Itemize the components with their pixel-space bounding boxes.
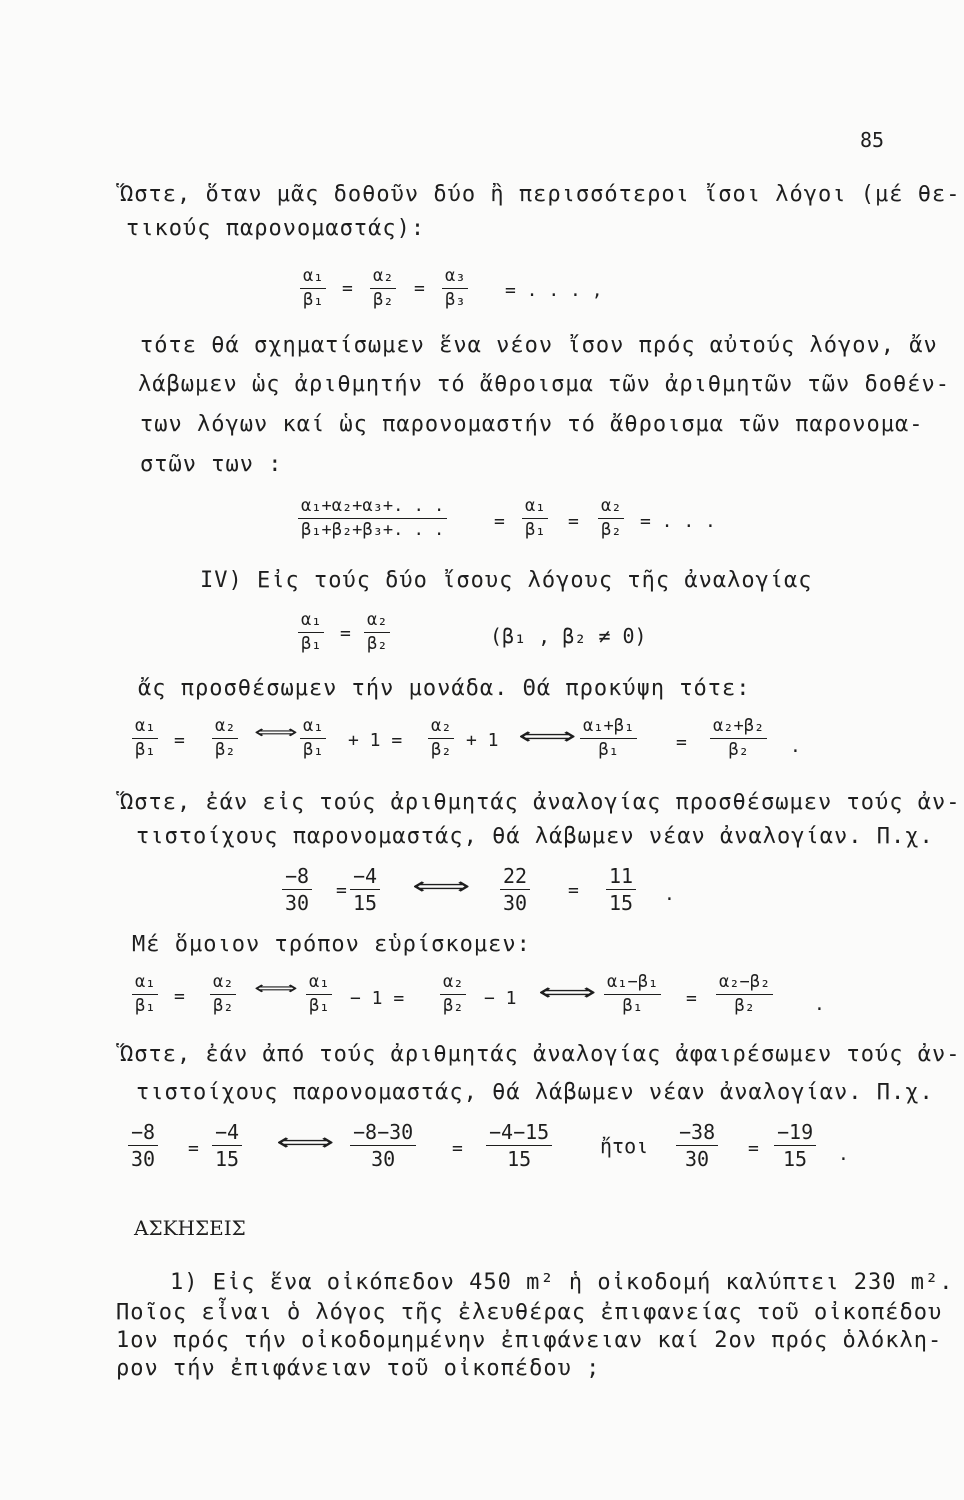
fraction: $\frac{\text{α₁}}{\text{β₁}}$ — [298, 612, 324, 653]
nonzero-condition: (β₁ , β₂ ≠ 0) — [490, 624, 647, 648]
fraction: $\frac{-4}{15}$ — [350, 866, 380, 913]
fraction: $\frac{\text{α₁}}{\text{β₁}}$ — [132, 718, 158, 759]
text-line: Ὥστε, ὅταν μᾶς δοθοῦν δύο ἢ περισσότεροι ἴσοι λόγοι (μέ θε- — [120, 182, 961, 207]
iff-arrow: ⟺ — [538, 978, 597, 1006]
plus-one: + 1 = — [348, 730, 403, 751]
fraction: $\frac{\text{α₂}}{\text{β₂}}$ — [370, 268, 396, 309]
fraction: $\frac{\text{α₁}}{\text{β₁}}$ — [300, 718, 326, 759]
iff-arrow: ⟺ — [254, 978, 298, 999]
fraction: $\frac{\text{α₂+β₂}}{\text{β₂}}$ — [710, 718, 767, 759]
fraction: $\frac{-38}{30}$ — [676, 1122, 718, 1169]
period: . — [814, 994, 825, 1015]
equals-sign: = — [336, 880, 347, 901]
fraction: $\frac{\text{α₁}}{\text{β₁}}$ — [300, 268, 326, 309]
iff-arrow: ⟺ — [412, 872, 471, 900]
fraction: $\frac{11}{15}$ — [606, 866, 636, 913]
equals-sign: = — [494, 511, 505, 532]
text-line: τότε θά σχηματίσωμεν ἕνα νέον ἴσον πρός αὐτούς λόγον, ἄν — [140, 333, 938, 358]
text-line: Μέ ὅμοιον τρόπον εὑρίσκομεν: — [132, 932, 531, 957]
word-etoi: ἤτοι — [600, 1134, 649, 1158]
fraction: $\frac{-19}{15}$ — [774, 1122, 816, 1169]
fraction: $\frac{-8}{30}$ — [282, 866, 312, 913]
exercises-heading: ΑΣΚΗΣΕΙΣ — [134, 1216, 246, 1240]
equals-sign: = — [452, 1138, 463, 1159]
text-line: τιστοίχους παρονομαστάς, θά λάβωμεν νέαν ἀναλογίαν. Π.χ. — [136, 824, 934, 849]
equals-sign: = — [686, 988, 697, 1009]
text-line: IV) Εἰς τούς δύο ἴσους λόγους τῆς ἀναλογίας — [200, 568, 813, 593]
exercise-line: 1) Εἰς ἕνα οἰκόπεδον 450 m² ἡ οἰκοδομή καλύπτει 230 m². — [170, 1270, 954, 1295]
fraction: $\frac{-8}{30}$ — [128, 1122, 158, 1169]
exercise-line: ρον τήν ἐπιφάνειαν τοῦ οἰκοπέδου ; — [116, 1356, 601, 1381]
text-line: τικούς παρονομαστάς): — [126, 216, 426, 241]
plus-one: + 1 — [466, 730, 499, 751]
fraction: $\frac{\text{α₁}}{\text{β₁}}$ — [132, 974, 158, 1015]
iff-arrow: ⟺ — [254, 722, 298, 743]
continuation: = . . . , — [505, 280, 603, 301]
exercise-line: 1ον πρός τήν οἰκοδομημένην ἐπιφάνειαν καί 2ον πρός ὁλόκλη- — [116, 1328, 943, 1353]
fraction: $\frac{\text{α₁}}{\text{β₁}}$ — [306, 974, 332, 1015]
iff-arrow: ⟺ — [276, 1128, 335, 1156]
text-line: λάβωμεν ὡς ἀριθμητήν τό ἄθροισμα τῶν ἀριθμητῶν τῶν δοθέν- — [138, 372, 950, 397]
minus-one: − 1 — [484, 988, 517, 1009]
fraction: $\frac{\text{α₁+β₁}}{\text{β₁}}$ — [580, 718, 637, 759]
equals-sign: = — [342, 278, 353, 299]
period: . — [664, 884, 675, 905]
text-line: Ὥστε, ἐάν ἀπό τούς ἀριθμητάς ἀναλογίας ἀφαιρέσωμεν τούς ἀν- — [120, 1042, 961, 1067]
text-line: Ὥστε, ἐάν εἰς τούς ἀριθμητάς ἀναλογίας προσθέσωμεν τούς ἀν- — [120, 790, 961, 815]
equals-sign: = — [568, 880, 579, 901]
fraction: $\frac{\text{α₂}}{\text{β₂}}$ — [210, 974, 236, 1015]
equals-sign: = — [676, 732, 687, 753]
equals-sign: = — [568, 511, 579, 532]
fraction: $\frac{-4}{15}$ — [212, 1122, 242, 1169]
fraction: $\frac{\text{α₁}}{\text{β₁}}$ — [522, 498, 548, 539]
fraction: $\frac{\text{α₁−β₁}}{\text{β₁}}$ — [604, 974, 661, 1015]
fraction: $\frac{22}{30}$ — [500, 866, 530, 913]
fraction: $\frac{\text{α₂}}{\text{β₂}}$ — [440, 974, 466, 1015]
fraction: $\frac{\text{α₃}}{\text{β₃}}$ — [442, 268, 468, 309]
equals-sign: = — [414, 278, 425, 299]
minus-one: − 1 = — [350, 988, 405, 1009]
text-line: στῶν των : — [140, 452, 283, 477]
continuation: = . . . — [640, 511, 716, 532]
equals-sign: = — [748, 1138, 759, 1159]
fraction: $\frac{\text{α₂}}{\text{β₂}}$ — [428, 718, 454, 759]
page-number: 85 — [860, 128, 885, 152]
fraction: $\frac{-4-15}{15}$ — [486, 1122, 552, 1169]
text-line: τιστοίχους παρονομαστάς, θά λάβωμεν νέαν ἀναλογίαν. Π.χ. — [136, 1080, 934, 1105]
fraction: $\frac{\text{α₁+α₂+α₃+. . .}}{\text{β₁+β₂+β₃+. . .}}$ — [298, 498, 447, 539]
fraction: $\frac{\text{α₂}}{\text{β₂}}$ — [212, 718, 238, 759]
fraction: $\frac{\text{α₂}}{\text{β₂}}$ — [598, 498, 624, 539]
equals-sign: = — [188, 1138, 199, 1159]
fraction: $\frac{\text{α₂−β₂}}{\text{β₂}}$ — [716, 974, 773, 1015]
fraction: $\frac{-8-30}{30}$ — [350, 1122, 416, 1169]
period: . — [838, 1144, 849, 1165]
iff-arrow: ⟺ — [518, 722, 577, 750]
text-line: ἄς προσθέσωμεν τήν μονάδα. Θά προκύψη τότε: — [138, 676, 751, 701]
equals-sign: = — [174, 730, 185, 751]
equals-sign: = — [174, 986, 185, 1007]
fraction: $\frac{\text{α₂}}{\text{β₂}}$ — [364, 612, 390, 653]
equals-sign: = — [340, 623, 351, 644]
exercise-line: Ποῖος εἶναι ὁ λόγος τῆς ἐλευθέρας ἐπιφανείας τοῦ οἰκοπέδου — [116, 1300, 943, 1325]
period: . — [790, 736, 801, 757]
text-line: των λόγων καί ὡς παρονομαστήν τό ἄθροισμα τῶν παρονομα- — [140, 412, 924, 437]
